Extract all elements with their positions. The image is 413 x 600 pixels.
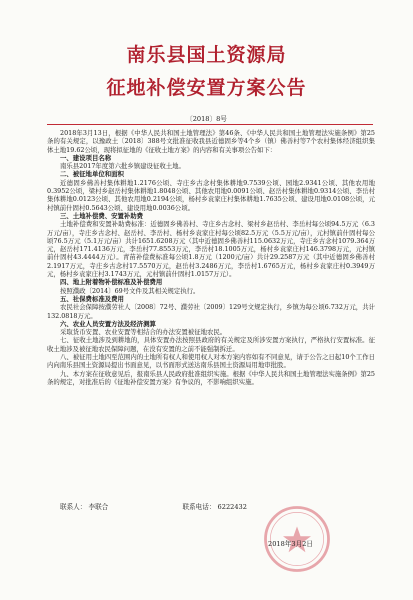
section-text: 按照濮政〔2014〕69号文件及其相关规定执行。 [60, 286, 200, 295]
section-heading: 六、农业人员安置方法及经济测算 [60, 319, 156, 328]
contact-person: 联系人： 李联合 [60, 503, 109, 511]
section-text: 南乐县2017年度第六批乡镇建设征收土地。 [60, 162, 185, 171]
header-rule [47, 124, 373, 125]
document-number: 〔2018〕8号 [186, 115, 227, 123]
section-text: 采取货币安置、农业安置等相结合的办法安置被征地农民。 [60, 328, 227, 337]
intro-paragraph: 2018年3月13日，根据《中华人民共和国土地管理法》第46条、《中华人民共和国土地管理法实施条例》第25条的有关规定，以豫政土〔2018〕388号文批准征收我县近德固乡等4个乡（镇）佛善村等7个农村集体经济组织集体土地19.62公顷，现将拟征地的《征收土地方案》的内容和有关事项公告如下： [47, 129, 375, 154]
contact-line [60, 501, 247, 511]
section-text: 七、征收土地涉及到耕地的，具体安置办法按照县政府的有关规定及所涉安置方案执行，严格执行安置标准。征收土地涉及被征地农民保障问题，在没有安置的之前不能强制拆迁。 [47, 336, 375, 353]
section-heading: 三、土地补偿费、安置补助费 [60, 211, 144, 220]
section-heading: 五、社保费标准及费用 [60, 294, 124, 303]
section-text: 九、本方案在征收意见后，报南乐县人民政府批准组织实施。根据《中华人民共和国土地管理法实施条例》第25条的规定，对批准后的《征地补偿安置方案》有争议的，不影响组织实施。 [47, 369, 375, 386]
notice-body [47, 129, 375, 549]
section-text: 土地补偿费和安置补助费标准：近德固乡佛善村、寺庄乡古念村、梁村乡赵岳村、李岳村每公顷94.5万元（6.3万元/亩），寺庄乡古念村、赵岳村、李岳村、杨村乡袁家庄村每公顷82.5万元（5.5万元/亩），元村镇前什固村每公顷76.5万元（5.1万元/亩）共计1651.6208万元（其中近德固乡佛善村115.0632万元，寺庄乡古念村1079.364万元，赵岳村171.4136万元，李岳村77.8553万元，李岳村18.1005万元，杨村乡袁家庄村146.3798万元，元村镇前什固村43.4444万元）。青苗补偿费标准每公顷1.8万元（1200元/亩）共计29.2587万元（其中近德固乡佛善村2.1917万元，寺庄乡古念村17.5570万元，赵岳村3.2486万元，李岳村1.6765万元，杨村乡袁家庄村0.3949万元，杨村乡袁家庄村3.1743万元，元村镇前什固村1.0157万元）。 [47, 220, 375, 279]
contact-phone: 联系电话： 6222432 [182, 503, 247, 511]
section-text: 农民社会保障按濮劳社人〔2008〕72号、濮劳社〔2009〕129号文规定执行，乡镇为每公顷6.732万元，共计132.0818万元。 [47, 303, 375, 320]
issuer-title: 南乐县国土资源局 [126, 44, 287, 66]
section-heading: 一、建设项目名称 [60, 153, 112, 162]
notice-title: 征地补偿安置方案公告 [106, 77, 307, 99]
section-text: 八、被征用土地四至范围内的土地所有权人和使用权人对本方案内容如有不同意见，请于公告之日起10个工作日内向南乐县国土资源局提出书面意见，以书面形式送达南乐县国土资源局用地审批股。 [47, 353, 375, 370]
section-heading: 四、地上附着物补偿标准及补偿费用 [60, 278, 163, 287]
section-heading: 二、被征地单位和面积 [60, 170, 124, 179]
issue-date: 2018年3月2日 [268, 540, 313, 548]
section-text: 近德固乡佛善村集体耕地1.2176公顷、寺庄乡古念村集体耕地9.7539公顷、园地2.9341公顷、其他农用地0.3952公顷，梁村乡赵岳村集体耕地1.8048公顷、其他农用地0.0091公顷、赵岳村集体耕地0.9314公顷、李岳村集体耕地0.0123公顷、其他农用地0.2194公顷，杨村乡袁家庄村集体耕地1.7635公顷、建设用地0.0108公顷，元村镇前什固村0.5643公顷、建设用地0.0036公顷。 [47, 178, 375, 212]
